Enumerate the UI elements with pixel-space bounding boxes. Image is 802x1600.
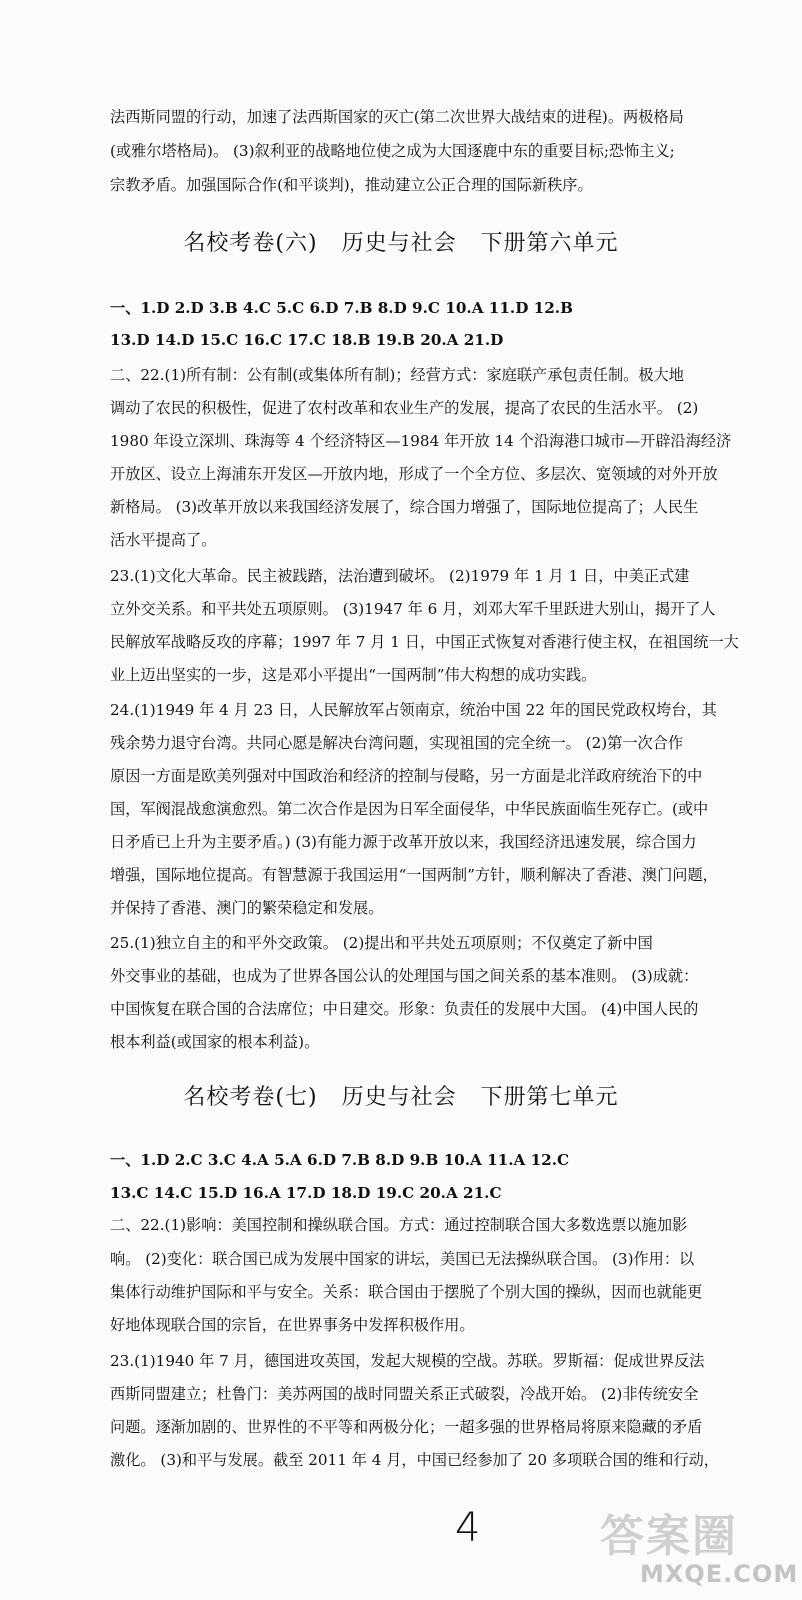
answer-line: 并保持了香港、澳门的繁荣稳定和发展。 [110, 899, 384, 917]
answer-line: 国，军阀混战愈演愈烈。第二次合作是因为日军全面侵华，中华民族面临生死存亡。(或中 [110, 800, 709, 818]
intro-line: (或雅尔塔格局)。 (3)叙利亚的战略地位使之成为大国逐鹿中东的重要目标;恐怖主义; [110, 142, 675, 160]
answer-line: 1980 年设立深圳、珠海等 4 个经济特区—1984 年开放 14 个沿海港口城市—开辟沿海经济 [110, 432, 732, 450]
intro-line: 法西斯同盟的行动，加速了法西斯国家的灭亡(第二次世界大战结束的进程)。两极格局 [110, 108, 684, 126]
answer-line: 二、22.(1)影响：美国控制和操纵联合国。方式：通过控制联合国大多数选票以施加影 [110, 1216, 688, 1234]
answer-line: 业上迈出坚实的一步，这是邓小平提出“一国两制”伟大构想的成功实践。 [110, 666, 597, 684]
answer-line: 根本利益(或国家的根本利益)。 [110, 1033, 320, 1051]
answer-line: 增强，国际地位提高。有智慧源于我国运用“一国两制”方针，顺利解决了香港、澳门问题， [110, 866, 718, 884]
mc-answers-line: 13.C 14.C 15.D 16.A 17.D 18.D 19.C 20.A 21.C [110, 1184, 502, 1202]
answer-line: 问题。逐渐加剧的、世界性的不平等和两极分化；一超多强的世界格局将原来隐藏的矛盾 [110, 1418, 703, 1436]
answer-line: 残余势力退守台湾。共同心愿是解决台湾问题，实现祖国的完全统一。 (2)第一次合作 [110, 734, 684, 752]
page-number: 4 [455, 1505, 481, 1551]
mc-answers-line: 一、1.D 2.D 3.B 4.C 5.C 6.D 7.B 8.D 9.C 10.A 11.D 12.B [110, 299, 573, 317]
answer-line: 23.(1)文化大革命。民主被践踏，法治遭到破坏。 (2)1979 年 1 月 1 日，中美正式建 [110, 567, 690, 585]
answer-line: 25.(1)独立自主的和平外交政策。 (2)提出和平共处五项原则；不仅奠定了新中国 [110, 934, 653, 952]
section-heading-7: 名校考卷(七) 历史与社会 下册第七单元 [183, 1085, 619, 1110]
answer-line: 24.(1)1949 年 4 月 23 日，人民解放军占领南京，统治中国 22 年的国民党政权垮台，其 [110, 701, 717, 719]
answer-line: 活水平提高了。 [110, 531, 217, 549]
answer-line: 调动了农民的积极性，促进了农村改革和农业生产的发展，提高了农民的生活水平。 (2) [110, 399, 699, 417]
answer-line: 新格局。 (3)改革开放以来我国经济发展了，综合国力增强了，国际地位提高了；人民生 [110, 498, 699, 516]
answer-line: 中国恢复在联合国的合法席位；中日建交。形象：负责任的发展中大国。 (4)中国人民的 [110, 1000, 699, 1018]
answer-line: 集体行动维护国际和平与安全。关系：联合国由于摆脱了个别大国的操纵，因而也就能更 [110, 1283, 703, 1301]
answer-line: 开放区、设立上海浦东开发区—开放内地，形成了一个全方位、多层次、宽领域的对外开放 [110, 465, 718, 483]
mc-answers-line: 一、1.D 2.C 3.C 4.A 5.A 6.D 7.B 8.D 9.B 10.A 11.A 12.C [110, 1151, 570, 1169]
watermark-url: MXQE.COM [640, 1560, 799, 1588]
answer-line: 民解放军战略反攻的序幕；1997 年 7 月 1 日，中国正式恢复对香港行使主权，在祖国统一大 [110, 633, 739, 651]
answer-line: 日矛盾已上升为主要矛盾。) (3)有能力源于改革开放以来，我国经济迅速发展，综合国力 [110, 833, 697, 851]
answer-line: 好地体现联合国的宗旨，在世界事务中发挥积极作用。 [110, 1316, 475, 1334]
answer-line: 23.(1)1940 年 7 月，德国进攻英国，发起大规模的空战。苏联。罗斯福：促成世界反法 [110, 1352, 705, 1370]
answer-line: 原因一方面是欧美列强对中国政治和经济的控制与侵略，另一方面是北洋政府统治下的中 [110, 767, 703, 785]
mc-answers-line: 13.D 14.D 15.C 16.C 17.C 18.B 19.B 20.A 21.D [110, 331, 504, 349]
answer-line: 响。 (2)变化：联合国已成为发展中国家的讲坛，美国已无法操纵联合国。 (3)作用：以 [110, 1250, 695, 1268]
intro-line: 宗教矛盾。加强国际合作(和平谈判)，推动建立公正合理的国际新秩序。 [110, 176, 593, 194]
answer-line: 二、22.(1)所有制：公有制(或集体所有制)；经营方式：家庭联产承包责任制。极大地 [110, 366, 684, 384]
answer-line: 外交事业的基础，也成为了世界各国公认的处理国与国之间关系的基本准则。 (3)成就： [110, 967, 699, 985]
answer-line: 立外交关系。和平共处五项原则。 (3)1947 年 6 月，刘邓大军千里跃进大别山，揭开了人 [110, 600, 716, 618]
answer-line: 西斯同盟建立；杜鲁门：美苏两国的战时同盟关系正式破裂，冷战开始。 (2)非传统安全 [110, 1385, 699, 1403]
watermark-logo [600, 1500, 800, 1600]
section-heading-6: 名校考卷(六) 历史与社会 下册第六单元 [183, 231, 619, 256]
watermark-text: 答案圈 [600, 1511, 738, 1562]
answer-line: 激化。 (3)和平与发展。截至 2011 年 4 月，中国已经参加了 20 多项联合国的维和行动， [110, 1451, 719, 1469]
